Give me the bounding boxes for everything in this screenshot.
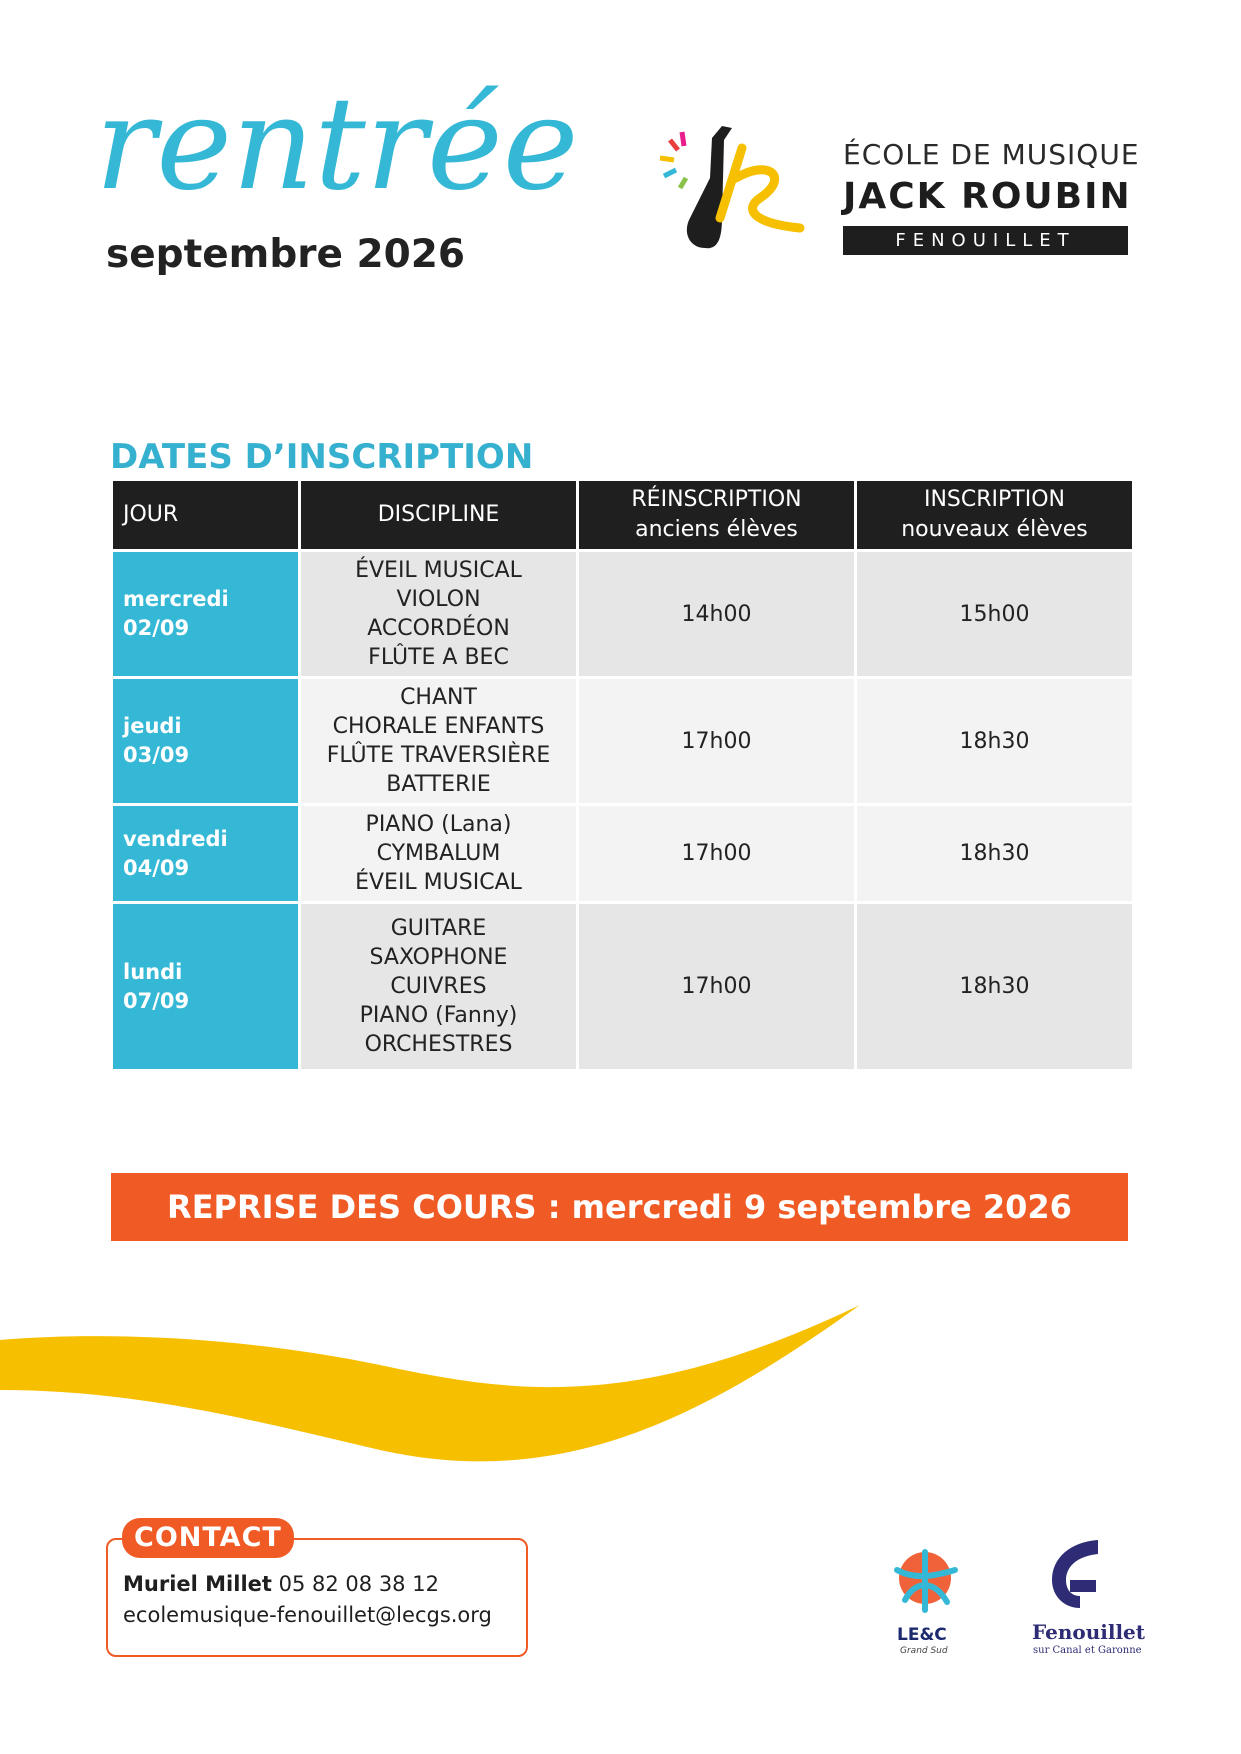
discipline-item: ÉVEIL MUSICAL — [355, 558, 522, 583]
inscription-time: 15h00 — [857, 552, 1132, 676]
day-date: 03/09 — [123, 743, 190, 767]
saxophone-logo-icon — [650, 118, 830, 268]
fenouillet-logo-icon — [1040, 1536, 1110, 1616]
contact-name-phone — [123, 1572, 439, 1596]
day-cell — [113, 679, 298, 803]
header-reinscription-sub: anciens élèves — [635, 517, 798, 542]
day-cell — [113, 806, 298, 901]
reinscription-time: 17h00 — [579, 904, 854, 1069]
header-inscription-sub: nouveaux élèves — [901, 517, 1088, 542]
lec-logo-subtext: Grand Sud — [900, 1646, 948, 1656]
rentree-headline — [95, 70, 615, 240]
rentree-text: rentrée — [95, 70, 579, 219]
day-name: lundi — [123, 959, 183, 984]
header-inscription-title: INSCRIPTION — [923, 487, 1065, 512]
discipline-item: FLÛTE TRAVERSIÈRE — [326, 743, 551, 768]
discipline-cell — [301, 806, 576, 901]
school-town: FENOUILLET — [843, 226, 1128, 255]
inscription-time: 18h30 — [857, 806, 1132, 901]
day-date: 02/09 — [123, 616, 190, 640]
discipline-cell — [301, 904, 576, 1069]
discipline-cell — [301, 679, 576, 803]
inscription-time: 18h30 — [857, 679, 1132, 803]
discipline-item: GUITARE — [390, 916, 487, 941]
day-name: mercredi — [123, 587, 229, 611]
discipline-cell — [301, 552, 576, 676]
reinscription-time: 17h00 — [579, 806, 854, 901]
day-name: jeudi — [123, 714, 182, 738]
registration-table — [110, 478, 1135, 1072]
header-jour: JOUR — [113, 481, 298, 549]
header-reinscription — [579, 481, 854, 549]
school-line1: ÉCOLE DE MUSIQUE — [843, 138, 1140, 171]
discipline-item: VIOLON — [396, 587, 481, 612]
fenouillet-logo-subtext: sur Canal et Garonne — [1033, 1645, 1142, 1656]
contact-phone[interactable]: 05 82 08 38 12 — [278, 1572, 439, 1596]
day-date: 07/09 — [123, 988, 190, 1013]
table-title: DATES D’INSCRIPTION — [110, 437, 534, 477]
discipline-item: SAXOPHONE — [369, 945, 508, 970]
fenouillet-logo-text: Fenouillet — [1032, 1620, 1146, 1644]
contact-email[interactable]: ecolemusique-fenouillet@lecgs.org — [123, 1603, 492, 1627]
reinscription-time: 17h00 — [579, 679, 854, 803]
discipline-item: ORCHESTRES — [364, 1032, 513, 1057]
discipline-item: FLÛTE A BEC — [368, 645, 509, 670]
day-cell — [113, 904, 298, 1069]
discipline-item: PIANO (Lana) — [365, 812, 512, 837]
discipline-item: PIANO (Fanny) — [359, 1003, 518, 1028]
table-row — [113, 806, 1132, 901]
yellow-swoosh-decoration — [0, 1300, 900, 1480]
discipline-item: CYMBALUM — [376, 841, 501, 866]
header-discipline: DISCIPLINE — [301, 481, 576, 549]
subheadline: septembre 2026 — [106, 232, 466, 277]
table-row — [113, 679, 1132, 803]
table-header-row — [113, 481, 1132, 549]
header-reinscription-title: RÉINSCRIPTION — [631, 487, 802, 512]
inscription-time: 18h30 — [857, 904, 1132, 1069]
discipline-item: BATTERIE — [386, 772, 491, 797]
reinscription-time: 14h00 — [579, 552, 854, 676]
discipline-item: ACCORDÉON — [367, 616, 510, 641]
day-date: 04/09 — [123, 855, 190, 880]
table-row — [113, 904, 1132, 1069]
day-name: vendredi — [123, 826, 228, 851]
discipline-item: CHORALE ENFANTS — [332, 714, 545, 739]
header-inscription — [857, 481, 1132, 549]
discipline-item: CUIVRES — [390, 974, 487, 999]
day-cell — [113, 552, 298, 676]
lec-logo-text: LE&C — [897, 1625, 947, 1645]
table-row — [113, 552, 1132, 676]
discipline-item: ÉVEIL MUSICAL — [355, 870, 522, 895]
contact-name: Muriel Millet — [123, 1572, 272, 1596]
contact-label: CONTACT — [122, 1518, 294, 1558]
discipline-item: CHANT — [400, 685, 477, 710]
reprise-banner: REPRISE DES COURS : mercredi 9 septembre 2026 — [111, 1173, 1128, 1241]
school-name: JACK ROUBIN — [843, 176, 1132, 217]
